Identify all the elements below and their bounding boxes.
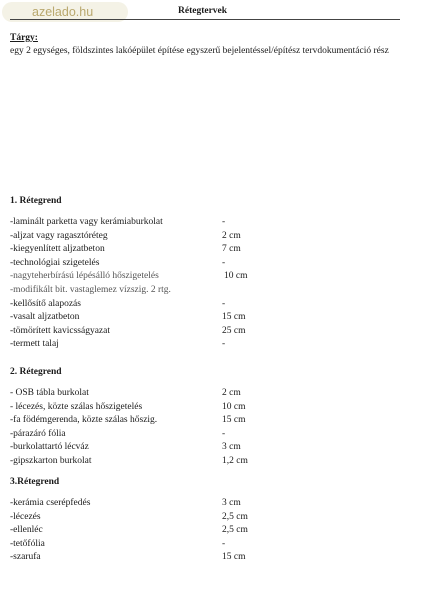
document-title: Rétegtervek <box>178 6 228 16</box>
layer-row <box>10 551 410 565</box>
subject-text: egy 2 egységes, földszintes lakóépület építése egyszerű bejelentéssel/építész tervdokumentáció rész <box>10 46 389 56</box>
layer-label: -szarufa <box>10 552 41 563</box>
layer-label: -gipszkarton burkolat <box>10 455 92 466</box>
layer-row <box>10 538 410 552</box>
layer-row <box>10 428 410 442</box>
layer-thickness: - <box>222 339 226 350</box>
section-3 <box>10 476 410 565</box>
section-title: 1. Rétegrend <box>10 196 62 206</box>
layer-thickness: 15 cm <box>222 415 246 426</box>
layer-label: -aljzat vagy ragasztóréteg <box>10 230 108 241</box>
layer-thickness: 15 cm <box>222 312 246 323</box>
layer-label: -kellősítő alapozás <box>10 298 81 309</box>
layer-thickness: 10 cm <box>222 401 246 412</box>
layer-row <box>10 497 410 511</box>
layer-thickness: - <box>222 298 226 309</box>
section-title: 2. Rétegrend <box>10 367 62 377</box>
layer-label: -tömörített kavicsságyazat <box>10 325 110 336</box>
layer-row <box>10 216 410 230</box>
layer-row <box>10 257 410 271</box>
layer-thickness: 1,2 cm <box>222 455 248 466</box>
layer-row <box>10 311 410 325</box>
layer-row <box>10 243 410 257</box>
layer-row <box>10 325 410 339</box>
layer-row <box>10 414 410 428</box>
layer-label: -párazáró fólia <box>10 428 66 439</box>
watermark-logo: azelado.hu <box>2 2 128 22</box>
layer-thickness: 10 cm <box>224 271 248 282</box>
section-title: 3.Rétegrend <box>10 477 60 487</box>
layer-row <box>10 441 410 455</box>
subject-heading: Tárgy: <box>10 33 38 43</box>
layer-label: -tetőfólia <box>10 538 45 549</box>
layer-row <box>10 338 410 352</box>
layer-thickness: 2 cm <box>222 388 241 398</box>
header-divider <box>10 19 400 20</box>
layer-label: -fa födémgerenda, közte szálas hőszig. <box>10 415 158 426</box>
layer-row <box>10 455 410 469</box>
layer-label: -vasalt aljzatbeton <box>10 312 80 323</box>
layer-thickness: - <box>222 538 226 549</box>
layer-label: -nagyteherbírású lépésálló hőszigetelés <box>10 271 159 282</box>
layer-label: - OSB tábla burkolat <box>10 388 89 398</box>
layer-thickness: 25 cm <box>222 325 246 336</box>
layer-thickness: 2,5 cm <box>222 525 248 536</box>
layer-row <box>10 270 410 284</box>
layer-label: - lécezés, közte szálas hőszigetelés <box>10 401 143 412</box>
layer-thickness: - <box>222 257 226 268</box>
layer-row <box>10 524 410 538</box>
layer-row <box>10 511 410 525</box>
layer-row <box>10 401 410 415</box>
layer-row <box>10 387 410 401</box>
layer-label: -laminált parketta vagy kerámiaburkolat <box>10 217 163 227</box>
layer-thickness: - <box>222 217 226 227</box>
layer-label: -ellenléc <box>10 525 43 536</box>
layer-thickness: 2,5 cm <box>222 511 248 522</box>
section-2 <box>10 366 410 469</box>
layer-row <box>10 284 410 298</box>
layer-label: -lécezés <box>10 511 41 522</box>
layer-thickness: 15 cm <box>222 552 246 563</box>
layer-thickness: 3 cm <box>222 442 241 453</box>
layer-label: -kerámia cserépfedés <box>10 498 91 508</box>
layer-thickness: 2 cm <box>222 230 241 241</box>
layer-row <box>10 298 410 312</box>
section-1 <box>10 195 410 352</box>
layer-thickness: 3 cm <box>222 498 241 508</box>
layer-row <box>10 230 410 244</box>
layer-label: -kiegyenlített aljzatbeton <box>10 244 105 255</box>
layer-label: -technológiai szigetelés <box>10 257 100 268</box>
layer-label: -burkolattartó lécváz <box>10 442 89 453</box>
layer-label: -termett talaj <box>10 339 59 350</box>
layer-thickness: - <box>222 428 226 439</box>
layer-label: -modifikált bit. vastaglemez vízszig. 2 rtg. <box>10 284 171 295</box>
layer-thickness: 7 cm <box>222 244 241 255</box>
